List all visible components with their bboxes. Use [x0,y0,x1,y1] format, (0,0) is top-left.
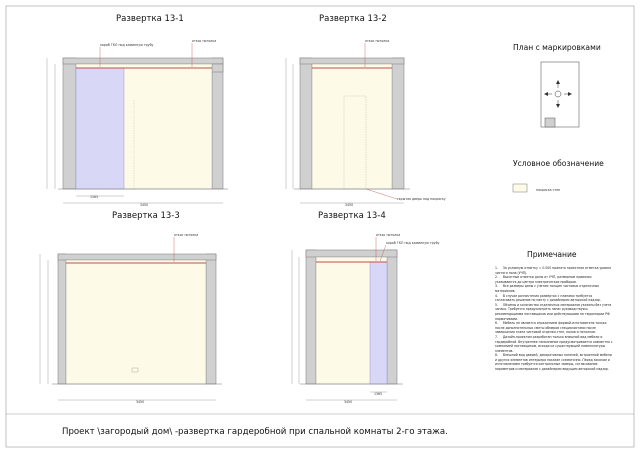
note-item: 2. Высотные отметки даны от УЧП, размерные привязки указываются до центра электрических приборов. [495,275,593,284]
wall-gray-left [58,254,66,384]
wall-gray-left [63,58,76,189]
wall-gray-right [212,58,223,189]
elevation-13-3-title: Развертка 13-3 [112,211,180,221]
dim-13-1-total: 3450 [140,203,149,207]
dim-13-4-box: 1365 [374,392,383,396]
plan-title: План с маркировками [513,43,601,52]
elevation-13-4 [292,237,403,400]
elevation-13-1 [47,43,228,203]
dim-13-1-box: 1365 [90,195,99,199]
elevation-13-3-ceiling-label: откос потолка [174,233,199,237]
elevation-13-1-ceiling-label: откос потолка [192,39,217,43]
notes-title: Примечание [527,250,577,259]
wall-gray-right [387,250,397,384]
wall-gray-left [300,58,312,189]
elevation-13-4-title: Развертка 13-4 [318,211,386,221]
chimney-box [370,262,387,384]
ceiling-gray [300,58,404,64]
ceiling-gray [58,254,216,260]
elevation-13-2 [286,43,410,203]
note-item: 5. Объемы и количество отделочных материалов указаны без учета запаса. Требуется предусмотреть запас руководствуясь рекомендациями поставщиков или действующими на территории РФ нормативами. [495,302,613,321]
note-item: 4. В случае разночтения развёрток с планами требуется согласовать решение по месту с дизайнером авторской надзор. [495,293,601,303]
note-item: 1. За условную отметку = 0.000 принята проектная отметка уровня чистого пола (УЧП). [495,266,612,275]
legend-swatch [513,184,527,192]
note-item: 6. Мебель не является отражением формой-изготовителя только после дополнительных сметы обмеров специалистами после завершения этапа чистовой отделки стен, полов и потолков. [495,321,608,335]
note-item: 7. Дизайн-проектом разработан только внешний вид мебели и гардеробной. Внутреннее наполнение предусматривается совместно с компанией поставщиком, исходя из существующей номенклатуры элементов. [495,334,614,353]
paint-area [312,64,392,189]
dim-13-2-total: 3450 [345,203,354,207]
elevation-13-1-box-label: короб ГКЛ под каминную трубу [100,43,154,47]
paint-area [66,260,206,384]
elevation-13-2-ceiling-label: откос потолка [365,39,390,43]
ceiling-gray [63,58,223,64]
note-item: 8. Внешний вид дверей, декоративных панелей, встроенной мебели и других элементов интерьера показан схематично. Перед заказом и изготовлением требуется контрольные замеры, согласование параметров и материалов с дизайнером ведущим авторский надзор. [495,353,613,372]
wall-gray-right [392,58,404,189]
elevation-13-1-title: Развертка 13-1 [116,14,184,24]
footer-title: Проект \загородый дом\ -развертка гардеробной при спальной комнаты 2-го этажа. [62,427,448,437]
wall-gray-right [206,254,216,384]
legend-item-label: покраска стен [536,188,561,192]
elevation-13-4-ceiling-label: откос потолка [376,233,401,237]
dim-13-4-total: 3450 [344,400,353,404]
dim-13-3-total: 3450 [136,400,145,404]
elevation-13-3 [40,237,222,400]
plan-key [541,62,579,127]
note-item: 3. Все размеры даны с учетом толщин чистовых отделочных материалов. [495,284,601,293]
legend-title: Условное обозначение [513,159,604,168]
elevation-13-2-door-label: скрытая дверь под покраску [397,197,446,201]
ceiling-gray [306,250,397,257]
chimney-box [76,68,124,189]
elevation-13-2-title: Развертка 13-2 [319,14,387,24]
ceiling-slope-gray [212,64,223,72]
wall-gray-left [306,250,316,384]
elevation-13-4-box-label: короб ГКЛ под каминную трубу [386,241,440,245]
